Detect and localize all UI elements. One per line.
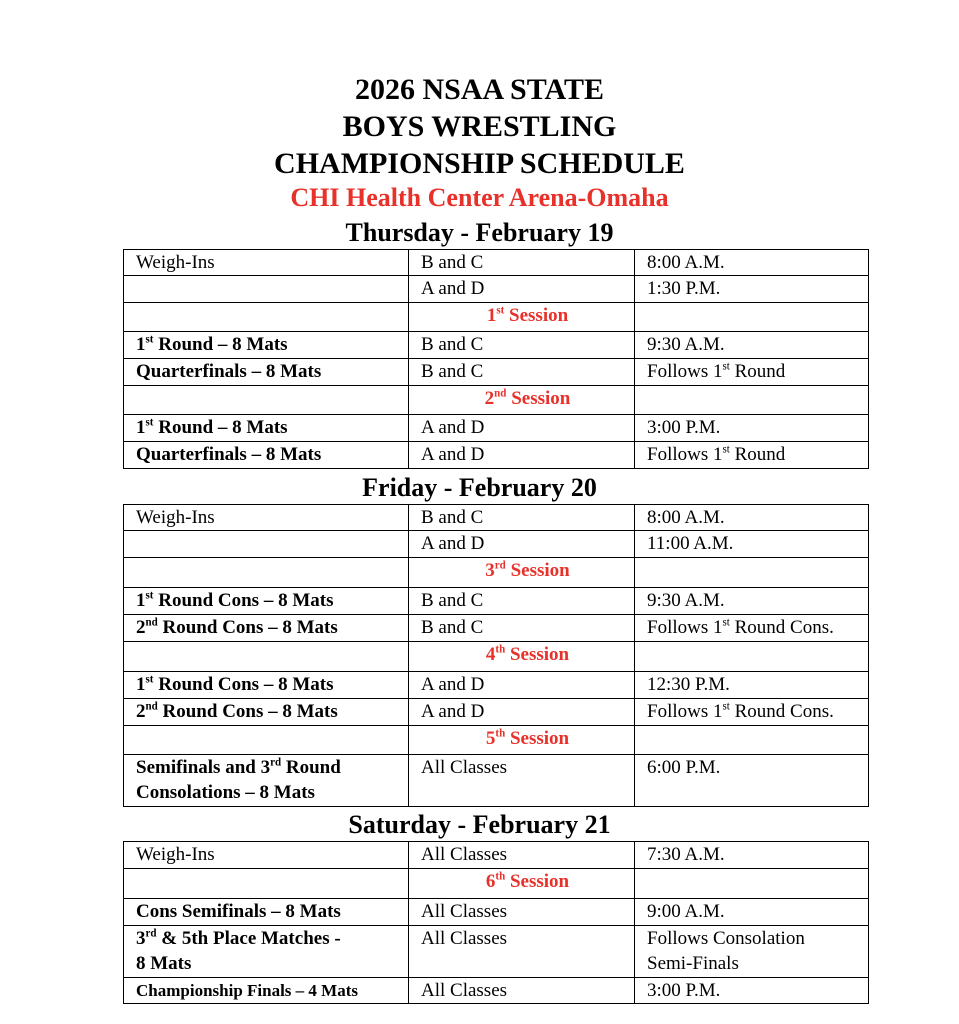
time-cell: Follows Consolation Semi-Finals	[635, 926, 869, 978]
empty-cell	[635, 642, 869, 672]
time-cell: 12:30 P.M.	[635, 672, 869, 699]
class-cell: All Classes	[409, 755, 635, 807]
weighins-label: Weigh-Ins	[124, 505, 409, 531]
weighins-label: Weigh-Ins	[124, 842, 409, 869]
empty-cell	[124, 276, 409, 303]
round-label: 2nd Round Cons – 8 Mats	[124, 699, 409, 726]
class-cell: B and C	[409, 505, 635, 531]
round-label: Cons Semifinals – 8 Mats	[124, 899, 409, 926]
time-cell: Follows 1st Round Cons.	[635, 699, 869, 726]
empty-cell	[124, 726, 409, 755]
round-label: 1st Round Cons – 8 Mats	[124, 672, 409, 699]
class-cell: B and C	[409, 359, 635, 386]
title-line-2: BOYS WRESTLING	[342, 110, 617, 143]
time-cell: 3:00 P.M.	[635, 978, 869, 1004]
table-row	[124, 359, 869, 386]
empty-cell	[635, 558, 869, 588]
saturday-heading: Saturday - February 21	[348, 810, 611, 839]
table-row	[124, 755, 869, 807]
class-cell: All Classes	[409, 978, 635, 1004]
session-row	[124, 303, 869, 332]
class-cell: A and D	[409, 672, 635, 699]
class-cell: A and D	[409, 442, 635, 469]
class-cell: A and D	[409, 531, 635, 558]
friday-heading: Friday - February 20	[362, 473, 597, 502]
empty-cell	[124, 303, 409, 332]
session-row	[124, 869, 869, 899]
time-cell: Follows 1st Round Cons.	[635, 615, 869, 642]
class-cell: B and C	[409, 615, 635, 642]
class-cell: A and D	[409, 699, 635, 726]
table-row	[124, 250, 869, 276]
table-row	[124, 699, 869, 726]
time-cell: Follows 1st Round	[635, 359, 869, 386]
empty-cell	[124, 642, 409, 672]
table-row	[124, 672, 869, 699]
class-cell: B and C	[409, 588, 635, 615]
venue-subtitle: CHI Health Center Arena-Omaha	[290, 183, 669, 212]
time-cell: 1:30 P.M.	[635, 276, 869, 303]
empty-cell	[635, 303, 869, 332]
empty-cell	[124, 869, 409, 899]
thursday-table	[123, 249, 869, 469]
time-cell: 9:30 A.M.	[635, 588, 869, 615]
round-label: 1st Round – 8 Mats	[124, 415, 409, 442]
time-cell: Follows 1st Round	[635, 442, 869, 469]
empty-cell	[635, 726, 869, 755]
time-cell: 9:30 A.M.	[635, 332, 869, 359]
round-label: 1st Round Cons – 8 Mats	[124, 588, 409, 615]
class-cell: B and C	[409, 332, 635, 359]
time-cell: 9:00 A.M.	[635, 899, 869, 926]
class-cell: A and D	[409, 415, 635, 442]
session-label: 5th Session	[409, 726, 635, 755]
class-cell: A and D	[409, 276, 635, 303]
friday-table	[123, 504, 869, 807]
title-line-3: CHAMPIONSHIP SCHEDULE	[274, 147, 685, 180]
time-cell: 8:00 A.M.	[635, 505, 869, 531]
table-row	[124, 505, 869, 531]
class-cell: B and C	[409, 250, 635, 276]
table-row	[124, 842, 869, 869]
time-cell: 6:00 P.M.	[635, 755, 869, 807]
session-label: 6th Session	[409, 869, 635, 899]
table-row	[124, 978, 869, 1004]
thursday-heading: Thursday - February 19	[345, 218, 614, 247]
empty-cell	[635, 869, 869, 899]
table-row	[124, 415, 869, 442]
session-row	[124, 642, 869, 672]
table-row	[124, 899, 869, 926]
round-label: Championship Finals – 4 Mats	[124, 978, 409, 1004]
table-row	[124, 926, 869, 978]
session-label: 1st Session	[409, 303, 635, 332]
table-row	[124, 531, 869, 558]
table-row	[124, 276, 869, 303]
round-label: Quarterfinals – 8 Mats	[124, 359, 409, 386]
session-row	[124, 386, 869, 415]
table-row	[124, 588, 869, 615]
table-row	[124, 442, 869, 469]
weighins-label: Weigh-Ins	[124, 250, 409, 276]
empty-cell	[124, 531, 409, 558]
round-label: Semifinals and 3rd Round Consolations – 8 Mats	[124, 755, 409, 807]
table-row	[124, 332, 869, 359]
empty-cell	[635, 386, 869, 415]
time-cell: 7:30 A.M.	[635, 842, 869, 869]
time-cell: 8:00 A.M.	[635, 250, 869, 276]
empty-cell	[124, 558, 409, 588]
session-label: 2nd Session	[409, 386, 635, 415]
session-row	[124, 558, 869, 588]
class-cell: All Classes	[409, 926, 635, 978]
session-row	[124, 726, 869, 755]
class-cell: All Classes	[409, 899, 635, 926]
empty-cell	[124, 386, 409, 415]
time-cell: 3:00 P.M.	[635, 415, 869, 442]
title-line-1: 2026 NSAA STATE	[355, 73, 604, 106]
session-label: 4th Session	[409, 642, 635, 672]
saturday-table	[123, 841, 869, 1004]
session-label: 3rd Session	[409, 558, 635, 588]
time-cell: 11:00 A.M.	[635, 531, 869, 558]
table-row	[124, 615, 869, 642]
round-label: 2nd Round Cons – 8 Mats	[124, 615, 409, 642]
round-label: 1st Round – 8 Mats	[124, 332, 409, 359]
class-cell: All Classes	[409, 842, 635, 869]
round-label: 3rd & 5th Place Matches - 8 Mats	[124, 926, 409, 978]
round-label: Quarterfinals – 8 Mats	[124, 442, 409, 469]
